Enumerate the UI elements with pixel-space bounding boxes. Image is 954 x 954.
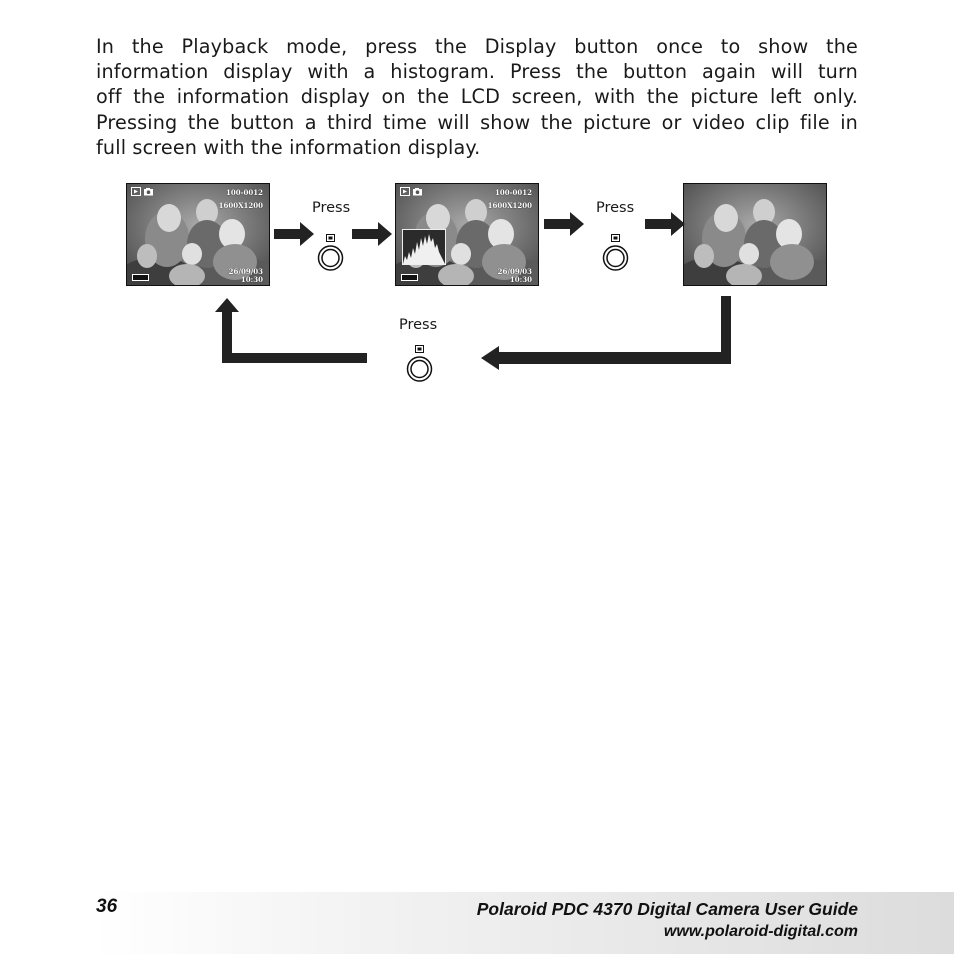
- lcd-screen-info: [126, 183, 270, 286]
- resolution: 1600X1200: [218, 201, 263, 210]
- press-label: Press: [596, 200, 635, 216]
- intro-line: full screen with the information display.: [96, 135, 481, 159]
- lcd-screen-histogram: [395, 183, 539, 286]
- intro-line: In the Playback mode, press the Display button once to show the: [96, 35, 858, 58]
- right-arrow-icon: [645, 212, 685, 236]
- right-arrow-icon: [274, 222, 314, 246]
- camera-icon: [413, 188, 422, 196]
- intro-paragraph: [96, 34, 858, 160]
- resolution: 1600X1200: [487, 201, 532, 210]
- press-label: Press: [312, 200, 351, 216]
- playback-mode-icon: [400, 187, 424, 196]
- playback-mode-icon: [131, 187, 155, 196]
- right-arrow-icon: [352, 222, 392, 246]
- date: 26/09/03: [228, 267, 263, 276]
- date: 26/09/03: [497, 267, 532, 276]
- display-button-icon: [405, 345, 435, 385]
- press-label: Press: [399, 317, 438, 333]
- time: 10:30: [240, 275, 263, 284]
- intro-line: information display with a histogram. Press the button again will turn: [96, 60, 858, 84]
- page-number: 36: [96, 896, 118, 917]
- return-left-arrow-icon: [481, 296, 731, 370]
- intro-line: Pressing the button a third time will show the picture or video clip file in: [96, 110, 858, 134]
- family-photo: [684, 184, 827, 286]
- intro-line: off the information display on the LCD screen, with the picture left only.: [96, 85, 858, 109]
- guide-url[interactable]: www.polaroid-digital.com: [663, 923, 858, 940]
- right-arrow-icon: [544, 212, 584, 236]
- guide-title: Polaroid PDC 4370 Digital Camera User Guide: [476, 899, 858, 919]
- camera-icon: [144, 188, 153, 196]
- time: 10:30: [509, 275, 532, 284]
- battery-icon: [132, 274, 149, 281]
- lcd-screen-picture-only: [683, 183, 827, 286]
- return-up-arrow-icon: [215, 298, 367, 370]
- display-button-icon: [601, 234, 631, 274]
- file-number: 100-0012: [495, 188, 532, 197]
- display-button-icon: [316, 234, 346, 274]
- file-number: 100-0012: [226, 188, 263, 197]
- battery-icon: [401, 274, 418, 281]
- histogram: [402, 229, 446, 265]
